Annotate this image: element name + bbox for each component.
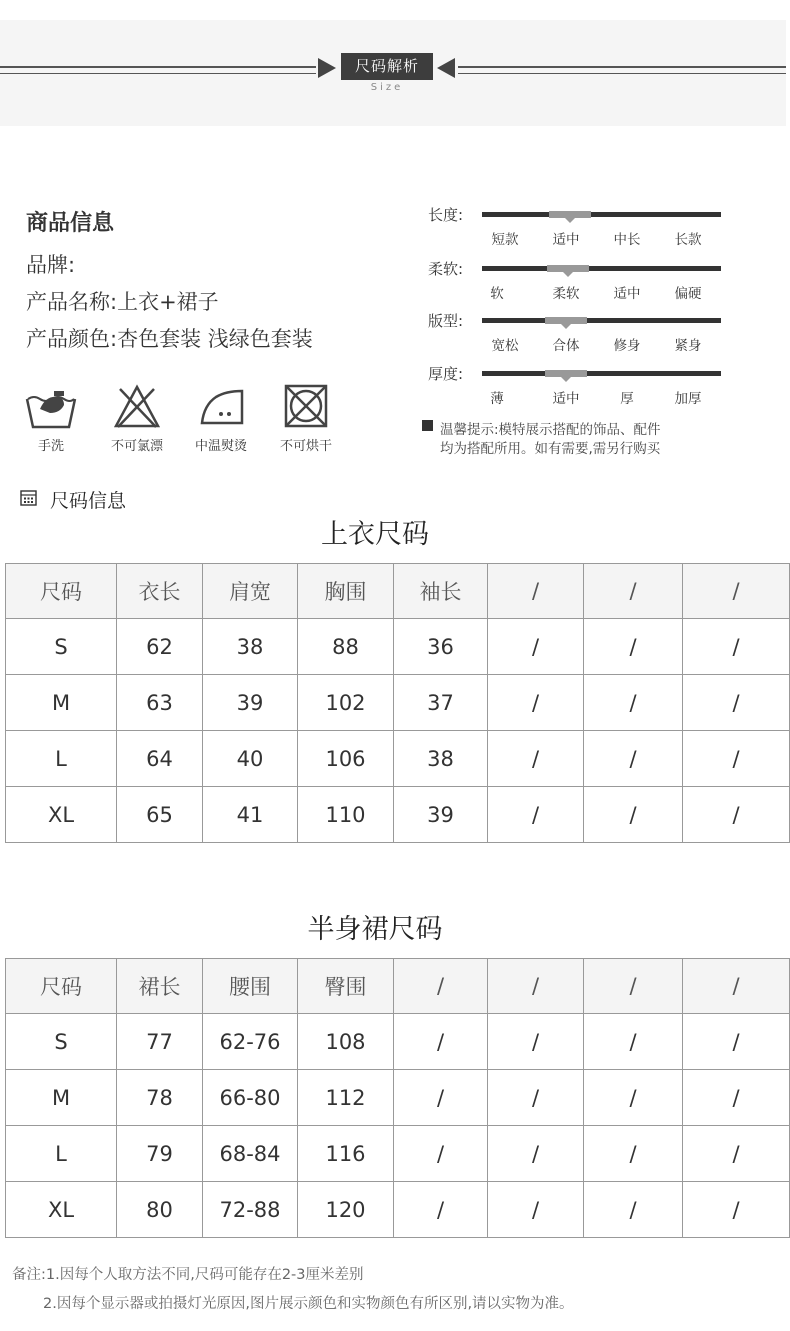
table-cell: / <box>394 1182 488 1238</box>
table-cell: / <box>683 619 790 675</box>
table-cell: / <box>488 1014 584 1070</box>
table-row <box>6 1014 790 1070</box>
scale-option: 软 <box>490 286 504 302</box>
table-row <box>6 1070 790 1126</box>
table-cell: / <box>683 1126 790 1182</box>
table-cell: 39 <box>394 787 488 843</box>
note-line-2: 2.因每个显示器或拍摄灯光原因,图片展示颜色和实物颜色有所区别,请以实物为准。 <box>43 1296 574 1312</box>
scale-option-selected: 适中 <box>552 391 580 407</box>
scale-option: 紧身 <box>674 338 702 354</box>
table-row <box>6 675 790 731</box>
table-header-row <box>6 564 790 619</box>
table-cell: L <box>6 1126 117 1182</box>
table-header-cell: 尺码 <box>6 564 117 619</box>
scale-fit-marker <box>545 317 587 324</box>
table-cell: / <box>584 675 683 731</box>
table-header-cell: 臀围 <box>298 959 394 1014</box>
care-hand-wash <box>11 383 91 454</box>
table-header-cell: 肩宽 <box>203 564 298 619</box>
scale-option: 厚 <box>620 391 634 407</box>
table-cell: 102 <box>298 675 394 731</box>
tip-line-2: 均为搭配所用。如有需要,需另行购买 <box>440 441 661 457</box>
table-cell: 40 <box>203 731 298 787</box>
product-color: 产品颜色:杏色套装 浅绿色套装 <box>26 327 313 351</box>
table-cell: 120 <box>298 1182 394 1238</box>
table-cell: / <box>394 1070 488 1126</box>
table-cell: 108 <box>298 1014 394 1070</box>
table-cell: L <box>6 731 117 787</box>
table-cell: 64 <box>117 731 203 787</box>
table-cell: 116 <box>298 1126 394 1182</box>
note-line-1: 备注:1.因每个人取方法不同,尺码可能存在2-3厘米差别 <box>12 1267 364 1283</box>
scale-softness-label: 柔软: <box>428 260 464 278</box>
banner-title: 尺码解析 <box>341 53 433 80</box>
table-cell: 77 <box>117 1014 203 1070</box>
table-cell: / <box>488 1070 584 1126</box>
table-cell: 38 <box>394 731 488 787</box>
table-cell: 37 <box>394 675 488 731</box>
table-cell: / <box>488 675 584 731</box>
table-row <box>6 1126 790 1182</box>
scale-thickness-label: 厚度: <box>428 365 464 383</box>
table-header-cell: 尺码 <box>6 959 117 1014</box>
table-cell: / <box>488 1126 584 1182</box>
table-cell: 65 <box>117 787 203 843</box>
table-header-cell: / <box>584 564 683 619</box>
table-cell: / <box>584 1126 683 1182</box>
table-row <box>6 619 790 675</box>
table-row <box>6 731 790 787</box>
table-cell: S <box>6 1014 117 1070</box>
product-info-title: 商品信息 <box>26 211 115 236</box>
care-label: 手洗 <box>37 439 64 454</box>
table-cell: 88 <box>298 619 394 675</box>
scale-softness-marker <box>547 265 589 272</box>
table-cell: / <box>584 1182 683 1238</box>
table-cell: / <box>584 619 683 675</box>
scale-option: 薄 <box>490 391 504 407</box>
table-header-cell: / <box>488 564 584 619</box>
table-cell: / <box>584 787 683 843</box>
table-cell: 106 <box>298 731 394 787</box>
scale-option: 加厚 <box>674 391 702 407</box>
table-row <box>6 1182 790 1238</box>
table-cell: 41 <box>203 787 298 843</box>
table-cell: 62-76 <box>203 1014 298 1070</box>
table-cell: M <box>6 675 117 731</box>
care-no-bleach <box>97 383 177 454</box>
no-bleach-icon <box>110 383 164 429</box>
table-cell: 63 <box>117 675 203 731</box>
table-cell: 72-88 <box>203 1182 298 1238</box>
scale-option: 中长 <box>613 232 641 248</box>
table-cell: S <box>6 619 117 675</box>
scale-option: 长款 <box>674 232 702 248</box>
table-cell: / <box>394 1014 488 1070</box>
table-cell: 79 <box>117 1126 203 1182</box>
table-cell: / <box>394 1126 488 1182</box>
table-header-cell: / <box>584 959 683 1014</box>
banner-line-left <box>0 66 316 74</box>
top-table-title: 上衣尺码 <box>321 519 429 550</box>
table-cell: 80 <box>117 1182 203 1238</box>
product-name: 产品名称:上衣+裙子 <box>26 290 219 314</box>
table-cell: 36 <box>394 619 488 675</box>
care-label: 不可烘干 <box>279 439 332 454</box>
table-cell: 38 <box>203 619 298 675</box>
care-iron-medium <box>181 383 261 454</box>
scale-length-bar <box>482 212 721 217</box>
scale-thickness-bar <box>482 371 721 376</box>
table-cell: 39 <box>203 675 298 731</box>
table-cell: / <box>683 1182 790 1238</box>
scale-option-selected: 柔软 <box>552 286 580 302</box>
table-cell: 78 <box>117 1070 203 1126</box>
scale-length-marker <box>549 211 591 218</box>
scale-thickness-marker <box>545 370 587 377</box>
care-label: 不可氯漂 <box>110 439 163 454</box>
table-cell: / <box>488 619 584 675</box>
table-header-cell: 裙长 <box>117 959 203 1014</box>
size-info-title: 尺码信息 <box>50 490 127 512</box>
skirt-size-table <box>5 958 790 1238</box>
table-cell: / <box>488 731 584 787</box>
product-brand: 品牌: <box>26 253 76 277</box>
table-cell: XL <box>6 787 117 843</box>
scale-length-label: 长度: <box>428 206 464 224</box>
scale-option: 偏硬 <box>674 286 702 302</box>
table-cell: / <box>584 1014 683 1070</box>
care-no-tumble-dry <box>266 383 346 454</box>
top-size-table <box>5 563 790 843</box>
scale-option: 适中 <box>613 286 641 302</box>
table-header-cell: / <box>683 959 790 1014</box>
banner-subtitle: Size <box>370 82 404 93</box>
table-header-row <box>6 959 790 1014</box>
table-header-cell: 胸围 <box>298 564 394 619</box>
table-cell: 62 <box>117 619 203 675</box>
table-cell: / <box>683 1070 790 1126</box>
table-header-cell: 袖长 <box>394 564 488 619</box>
table-cell: XL <box>6 1182 117 1238</box>
care-label: 中温熨烫 <box>194 439 247 454</box>
scale-option: 修身 <box>613 338 641 354</box>
table-cell: 66-80 <box>203 1070 298 1126</box>
table-header-cell: 衣长 <box>117 564 203 619</box>
size-banner <box>0 20 786 126</box>
table-header-cell: / <box>683 564 790 619</box>
scale-softness-bar <box>482 266 721 271</box>
table-cell: 110 <box>298 787 394 843</box>
tip-square-icon <box>422 420 433 431</box>
table-cell: 112 <box>298 1070 394 1126</box>
hand-wash-icon <box>24 383 78 429</box>
banner-arrow-right-icon <box>437 58 455 78</box>
table-cell: / <box>488 787 584 843</box>
table-row <box>6 787 790 843</box>
table-cell: 68-84 <box>203 1126 298 1182</box>
iron-medium-icon <box>194 383 248 429</box>
scale-option-selected: 适中 <box>552 232 580 248</box>
table-cell: / <box>584 1070 683 1126</box>
scale-fit-label: 版型: <box>428 312 464 330</box>
scale-fit-bar <box>482 318 721 323</box>
table-header-cell: / <box>488 959 584 1014</box>
table-header-cell: / <box>394 959 488 1014</box>
skirt-table-title: 半身裙尺码 <box>307 914 443 945</box>
tip-line-1: 温馨提示:模特展示搭配的饰品、配件 <box>440 422 661 438</box>
table-cell: / <box>683 1014 790 1070</box>
scale-option-selected: 合体 <box>552 338 580 354</box>
table-cell: M <box>6 1070 117 1126</box>
banner-line-right <box>458 66 786 74</box>
scale-option: 短款 <box>491 232 519 248</box>
banner-arrow-left-icon <box>318 58 336 78</box>
table-cell: / <box>683 787 790 843</box>
table-cell: / <box>584 731 683 787</box>
table-cell: / <box>683 675 790 731</box>
table-cell: / <box>683 731 790 787</box>
table-header-cell: 腰围 <box>203 959 298 1014</box>
no-tumble-dry-icon <box>279 383 333 429</box>
table-cell: / <box>488 1182 584 1238</box>
calendar-grid-icon <box>20 489 37 506</box>
scale-option: 宽松 <box>491 338 519 354</box>
